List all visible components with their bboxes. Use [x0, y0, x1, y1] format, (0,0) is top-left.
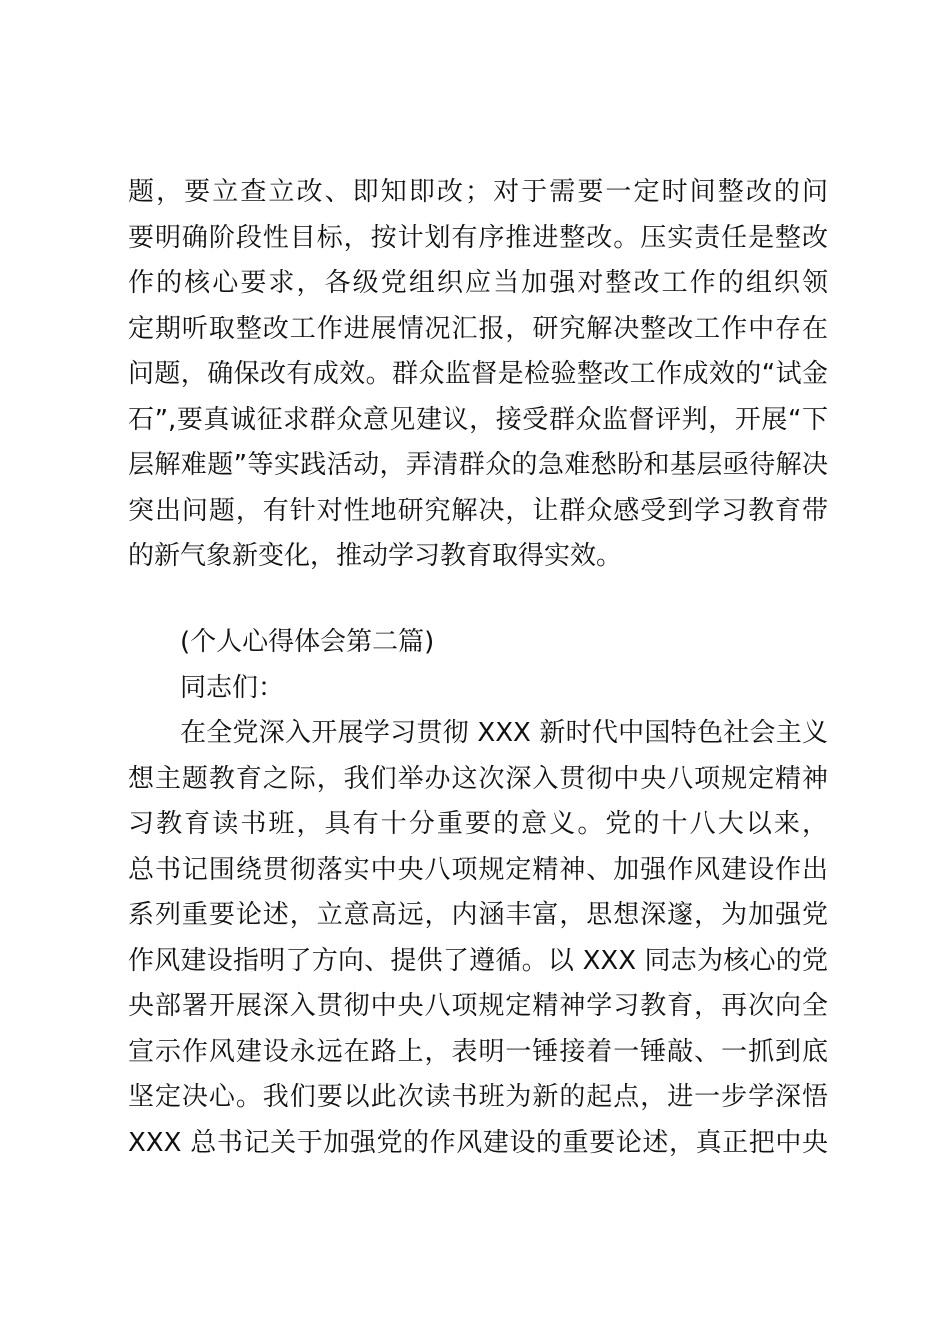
section-title: (个人心得体会第二篇) [180, 627, 435, 657]
paragraph-line: 定期听取整改工作进展情况汇报，研究解决整改工作中存在 [128, 313, 828, 344]
second-article [128, 620, 828, 1166]
salutation: 同志们： [180, 672, 285, 703]
paragraph-continued [128, 170, 828, 580]
paragraph-line: 要明确阶段性目标，按计划有序推进整改。压实责任是整改 [128, 222, 828, 253]
paragraph-line: 问题，确保改有成效。群众监督是检验整改工作成效的“试金 [128, 359, 828, 389]
paragraph-line: 想主题教育之际，我们举办这次深入贯彻中央八项规定精神 [128, 763, 828, 794]
paragraph-line: 层解难题”等实践活动，弄清群众的急难愁盼和基层亟待解决 [128, 450, 828, 480]
paragraph-line: 在全党深入开展学习贯彻 XXX 新时代中国特色社会主义 [180, 718, 828, 748]
paragraph-line: 作的核心要求，各级党组织应当加强对整改工作的组织领 [128, 268, 828, 298]
paragraph-line: 系列重要论述，立意高远，内涵丰富，思想深邃，为加强党 [128, 900, 828, 930]
paragraph-line: 石”,要真诚征求群众意见建议，接受群众监督评判，开展“下 [128, 404, 828, 435]
paragraph-line: XXX 总书记关于加强党的作风建设的重要论述，真正把中央 [128, 1127, 828, 1158]
paragraph-line: 作风建设指明了方向、提供了遵循。以 XXX 同志为核心的党 [128, 945, 828, 976]
paragraph-line: 突出问题，有针对性地研究解决，让群众感受到学习教育带 [128, 495, 828, 526]
paragraph-line: 宣示作风建设永远在路上，表明一锤接着一锤敲、一抓到底 [128, 1036, 828, 1067]
paragraph-line: 央部署开展深入贯彻中央八项规定精神学习教育，再次向全 [128, 991, 828, 1021]
paragraph-line: 总书记围绕贯彻落实中央八项规定精神、加强作风建设作出 [128, 854, 828, 885]
paragraph-line: 习教育读书班，具有十分重要的意义。党的十八大以来， [128, 809, 828, 839]
paragraph-line: 的新气象新变化，推动学习教育取得实效。 [128, 541, 623, 571]
paragraph-line: 坚定决心。我们要以此次读书班为新的起点，进一步学深悟 [128, 1082, 828, 1112]
paragraph-line: 题，要立查立改、即知即改；对于需要一定时间整改的问 [128, 177, 828, 207]
